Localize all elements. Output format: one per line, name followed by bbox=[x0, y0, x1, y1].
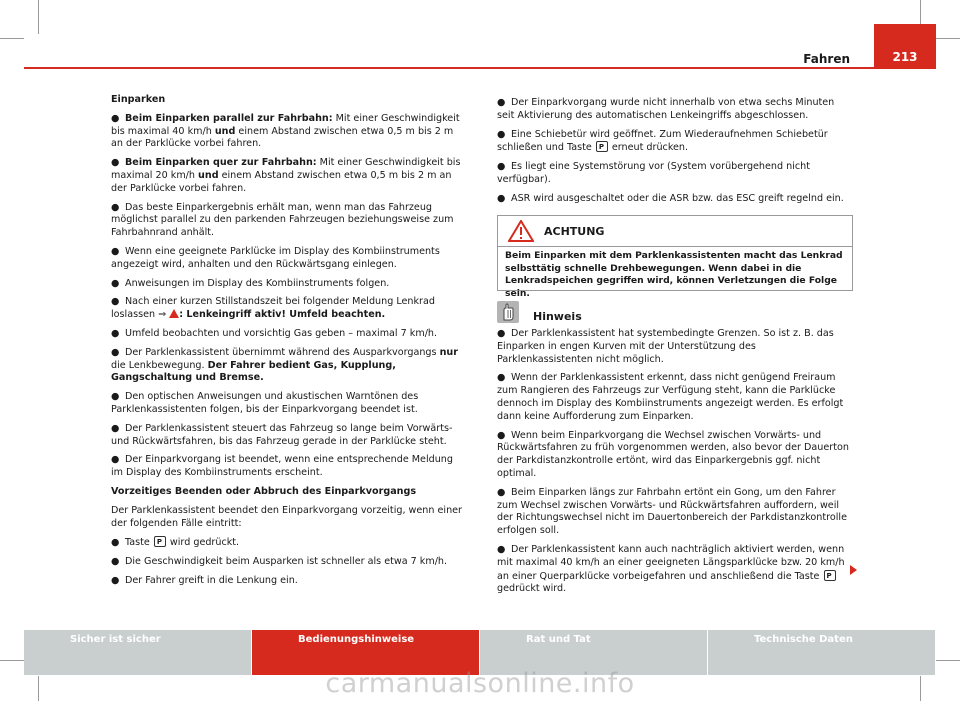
item-text: einem Abstand zwischen etwa 0,5 m bis 2 m an der Parklücke vorbei fahren. bbox=[111, 169, 452, 194]
note-title: Hinweis bbox=[533, 310, 582, 323]
bullet-icon: ● bbox=[111, 574, 120, 586]
list-item bbox=[111, 347, 466, 385]
hand-note-icon bbox=[497, 301, 519, 323]
item-text: Die Geschwindigkeit beim Ausparken ist schneller als etwa 7 km/h. bbox=[125, 556, 448, 568]
item-lead: Beim Einparken parallel zur Fahrbahn: bbox=[125, 112, 333, 124]
park-assist-key-icon bbox=[154, 536, 166, 547]
heading-einparken: Einparken bbox=[111, 94, 166, 105]
item-text: Es liegt eine Systemstörung vor (System vorübergehend nicht verfügbar). bbox=[497, 161, 810, 185]
item-text: Nach einer kurzen Stillstandszeit bei folgender Meldung Lenkrad loslassen ⇒ bbox=[111, 296, 435, 321]
item-text: die Lenkbewegung. bbox=[111, 359, 208, 371]
warning-box-text: Beim Einparken mit dem Parklenkassistenten macht das Lenkrad selbsttätig schnelle Drehbewegungen. Wenn dabei in die Lenkradspeichen gegriffen wird, können Verletzungen die Folge sein. bbox=[505, 250, 843, 299]
list-item bbox=[111, 202, 466, 240]
list-item bbox=[497, 129, 853, 156]
list-item bbox=[111, 278, 466, 291]
paragraph: Der Parklenkassistent beendet den Einparkvorgang vorzeitig, wenn einer der folgenden Fälle eintritt: bbox=[111, 504, 463, 529]
bullet-icon: ● bbox=[111, 422, 120, 434]
item-lead: Beim Einparken quer zur Fahrbahn: bbox=[125, 157, 317, 169]
bullet-icon: ● bbox=[111, 327, 120, 339]
item-text: Wenn beim Einparkvorgang die Wechsel zwischen Vorwärts- und Rückwärtsfahren zu früh vorgenommen werden, also bevor der Dauerton der Parkdistanzkontrolle ertönt, wird das Einparkergebnis ggf. nicht optimal. bbox=[497, 429, 849, 479]
crop-mark bbox=[936, 38, 960, 39]
list-item bbox=[111, 113, 466, 151]
bullet-icon: ● bbox=[497, 128, 506, 140]
item-text: Wenn der Parklenkassistent erkennt, dass nicht genügend Freiraum zum Rangieren des Fahrzeugs zur Verfügung steht, kann die Parklücke dennoch im Display des Kombiinstruments angezeigt werden. Es erfolgt dann keine Aufforderung zum Einparken. bbox=[497, 372, 844, 422]
bullet-icon: ● bbox=[111, 454, 120, 466]
warning-triangle-icon[interactable] bbox=[169, 309, 179, 318]
page-title: Fahren bbox=[803, 52, 850, 66]
item-text: Beim Einparken längs zur Fahrbahn ertönt ein Gong, um den Fahrer zum Wechsel zwischen Vorwärts- und Rückwärtsfahren auffordern, weil der Richtungswechsel nicht im Dauertonbereich der Parkdistanzkontrolle erfolgen soll. bbox=[497, 486, 847, 537]
note-body bbox=[497, 328, 853, 602]
list-item bbox=[497, 193, 853, 206]
bullet-icon: ● bbox=[497, 161, 506, 173]
bullet-icon: ● bbox=[497, 429, 506, 441]
item-emphasis: und bbox=[214, 125, 236, 137]
bullet-icon: ● bbox=[111, 112, 120, 124]
tab-sicher-ist-sicher[interactable]: Sicher ist sicher bbox=[24, 630, 251, 675]
list-item bbox=[111, 391, 466, 417]
bullet-icon: ● bbox=[497, 372, 506, 384]
list-item bbox=[497, 97, 853, 123]
bullet-icon: ● bbox=[111, 391, 120, 403]
item-text: Der Einparkvorgang wurde nicht innerhalb von etwa sechs Minuten seit Aktivierung des automatischen Lenkeingriffs abgeschlossen. bbox=[497, 97, 835, 121]
bullet-icon: ● bbox=[111, 346, 120, 358]
list-item bbox=[111, 536, 466, 550]
bullet-icon: ● bbox=[497, 486, 506, 498]
list-item bbox=[111, 246, 466, 272]
item-text: erneut drücken. bbox=[608, 142, 689, 154]
item-text: ASR wird ausgeschaltet oder die ASR bzw. das ESC greift regelnd ein. bbox=[511, 192, 844, 204]
list-item bbox=[111, 575, 466, 588]
item-text: Wenn eine geeignete Parklücke im Display des Kombiinstruments angezeigt wird, anhalten und den Rückwärtsgang einlegen. bbox=[111, 245, 440, 270]
item-text: Taste bbox=[125, 537, 153, 549]
item-emphasis: und bbox=[198, 169, 219, 181]
warning-box-title: ACHTUNG bbox=[544, 224, 605, 238]
list-item bbox=[111, 157, 466, 195]
list-item bbox=[497, 544, 853, 596]
item-text: Der Parklenkassistent kann auch nachträglich aktiviert werden, wenn mit maximal 40 km/h an einer geeigneten Längsparklücke bzw. 20 km/h an einer Querparklücke vorbeigefahren und anschließend die Taste bbox=[497, 543, 845, 582]
bullet-icon: ● bbox=[111, 245, 120, 257]
item-text: Anweisungen im Display des Kombiinstruments folgen. bbox=[125, 277, 390, 289]
crop-mark bbox=[0, 38, 24, 39]
item-emphasis: nur bbox=[439, 346, 458, 358]
header-rule bbox=[24, 67, 874, 69]
note-header bbox=[497, 300, 582, 323]
list-item bbox=[111, 423, 466, 449]
list-item bbox=[111, 556, 466, 569]
item-text: einem Abstand zwischen etwa 0,5 m bis 2 m an der Parklücke vorbei fahren. bbox=[111, 125, 454, 150]
bullet-icon: ● bbox=[497, 328, 506, 339]
item-text: Das beste Einparkergebnis erhält man, wenn man das Fahrzeug möglichst parallel zu den parkenden Fahrzeugen beziehungsweise zum Fahrbahnrand anhält. bbox=[111, 201, 454, 239]
item-text: Umfeld beobachten und vorsichtig Gas geben – maximal 7 km/h. bbox=[125, 327, 438, 339]
item-text: Der Parklenkassistent übernimmt während des Ausparkvorgangs bbox=[125, 346, 440, 358]
item-text: Der Parklenkassistent hat systembedingte Grenzen. So ist z. B. das Einparken in engen Kurven mit der Unterstützung des Parklenkassistenten nicht möglich. bbox=[497, 328, 834, 365]
crop-mark bbox=[38, 0, 39, 34]
bullet-icon: ● bbox=[111, 157, 120, 169]
item-text: Der Parklenkassistent steuert das Fahrzeug so lange beim Vorwärts- und Rückwärtsfahren, bis das Fahrzeug gerade in der Parklücke steht. bbox=[111, 422, 453, 447]
item-text: Der Einparkvorgang ist beendet, wenn eine entsprechende Meldung im Display des Kombiinstruments erscheint. bbox=[111, 454, 453, 479]
bullet-icon: ● bbox=[497, 97, 506, 108]
list-item bbox=[111, 328, 466, 341]
bullet-icon: ● bbox=[111, 556, 120, 568]
list-item bbox=[497, 372, 853, 423]
heading-abbruch: Vorzeitiges Beenden oder Abbruch des Einparkvorgangs bbox=[111, 485, 417, 497]
tab-technische-daten[interactable]: Technische Daten bbox=[708, 630, 935, 675]
list-item bbox=[497, 430, 853, 481]
bullet-icon: ● bbox=[111, 296, 120, 308]
right-column bbox=[497, 97, 853, 212]
item-text: Mit einer Geschwindigkeit bis maximal 20 km/h bbox=[111, 157, 461, 181]
list-item bbox=[111, 454, 466, 480]
left-column bbox=[111, 94, 466, 594]
park-assist-key-icon bbox=[596, 141, 608, 152]
list-item bbox=[497, 328, 853, 366]
page-number: 213 bbox=[874, 24, 936, 69]
watermark: carmanualsonline.info bbox=[325, 668, 635, 699]
item-text: wird gedrückt. bbox=[166, 537, 240, 549]
list-item bbox=[111, 296, 466, 322]
bullet-icon: ● bbox=[497, 543, 506, 555]
bullet-icon: ● bbox=[111, 537, 120, 549]
item-text: gedrückt wird. bbox=[497, 583, 567, 595]
display-message: : Lenkeingriff aktiv! Umfeld beachten. bbox=[179, 309, 386, 321]
tab-bedienungshinweise[interactable]: Bedienungshinweise bbox=[252, 630, 479, 675]
bullet-icon: ● bbox=[111, 277, 120, 289]
item-text: Mit einer Geschwindigkeit bis maximal 40 km/h bbox=[111, 112, 460, 137]
list-item bbox=[497, 161, 853, 187]
next-page-arrow-icon[interactable] bbox=[850, 565, 857, 575]
item-text: Der Fahrer greift in die Lenkung ein. bbox=[125, 574, 298, 586]
warning-box bbox=[497, 215, 853, 299]
tab-rat-und-tat[interactable]: Rat und Tat bbox=[480, 630, 707, 675]
crop-mark bbox=[936, 660, 960, 661]
item-text: Eine Schiebetür wird geöffnet. Zum Wiederaufnehmen Schiebetür schließen und Taste bbox=[497, 128, 828, 154]
bullet-icon: ● bbox=[497, 192, 506, 204]
list-item bbox=[497, 487, 853, 538]
item-text: Den optischen Anweisungen und akustischen Warntönen des Parklenkassistenten folgen, bis der Einparkvorgang beendet ist. bbox=[111, 391, 419, 415]
park-assist-key-icon bbox=[824, 570, 836, 581]
warning-triangle-icon bbox=[508, 220, 534, 242]
bullet-icon: ● bbox=[111, 201, 120, 213]
crop-mark bbox=[0, 660, 24, 661]
item-emphasis: Der Fahrer bedient Gas, Kupplung, Gangschaltung und Bremse. bbox=[111, 359, 396, 384]
warning-box-header bbox=[498, 216, 852, 247]
